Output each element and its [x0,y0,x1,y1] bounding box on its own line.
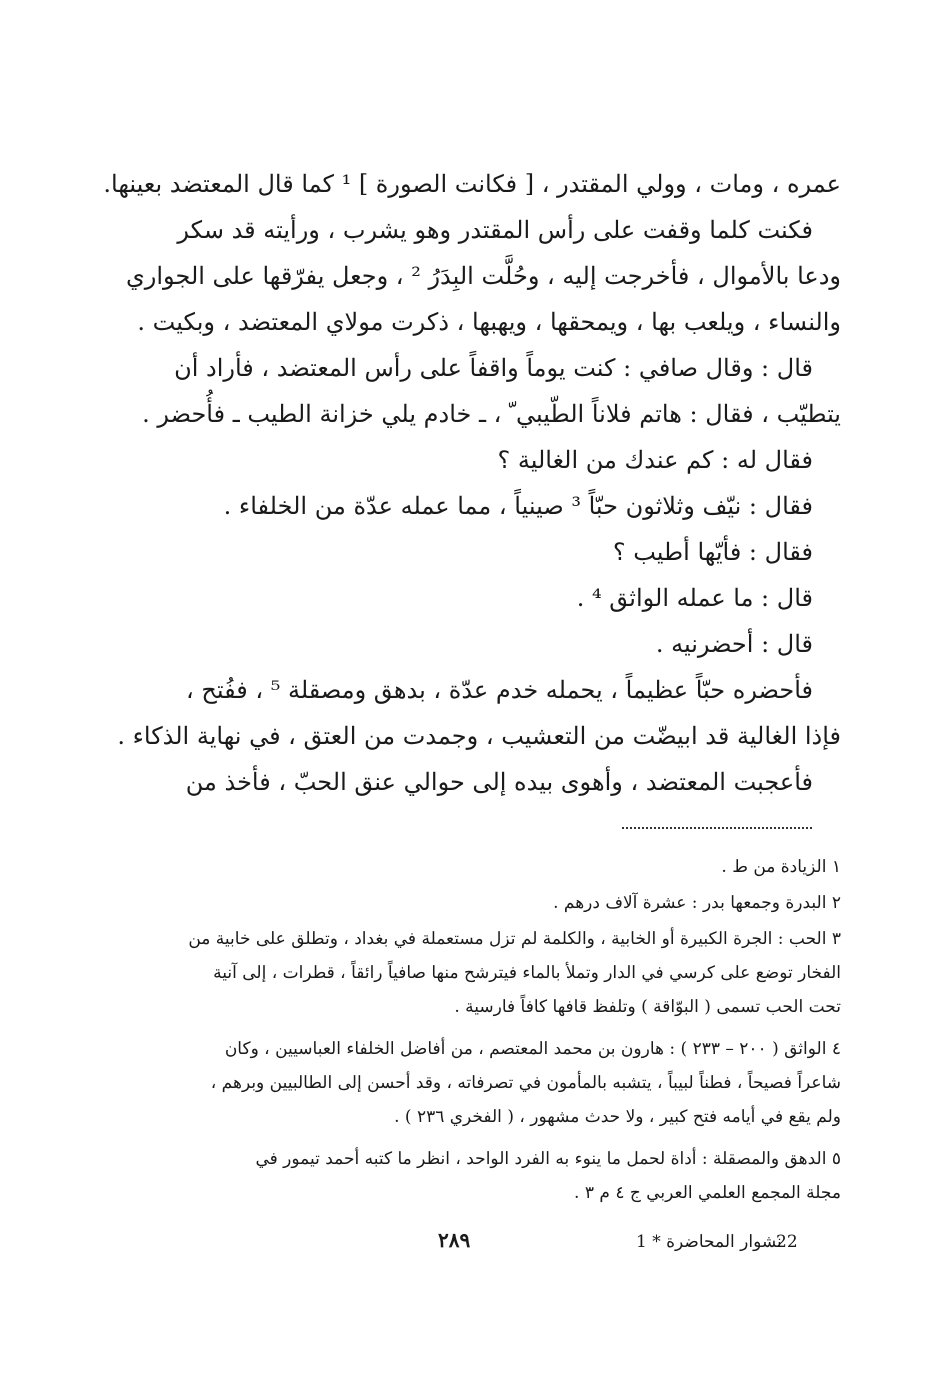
body-line-2: فكنت كلما وقفت على رأس المقتدر وهو يشرب ، ورأيته قد سكر [177,216,813,244]
footnote-5-line-1: ٥ الدهق والمصقلة : أداة لحمل ما ينوء به الفرد الواحد ، انظر ما كتبه أحمد تيمور في [255,1149,841,1169]
footnote-3-line-3: تحت الحب تسمى ( البوّاقة ) وتلفظ قافها كافاً فارسية . [454,997,841,1017]
footnote-2: ٢ البدرة وجمعها بدر : عشرة آلاف درهم . [553,893,841,913]
body-line-6: يتطيّب ، فقال : هاتم فلاناً الطّيبي ّ ، ـ خادم يلي خزانة الطيب ـ فأُحضر . [142,400,841,428]
body-line-13: فإذا الغالية قد ابيضّت من التعشيب ، وجمدت من العتق ، في نهاية الذكاء . [117,722,841,750]
body-line-11: قال : أحضرنيه . [655,630,813,658]
body-line-3: ودعا بالأموال ، فأخرجت إليه ، وحُلَّت البِدَرُ ² ، وجعل يفرّقها على الجواري [126,262,841,290]
footnote-3-line-1: ٣ الحب : الجرة الكبيرة أو الخابية ، والكلمة لم تزل مستعملة في بغداد ، وتطلق على خابية من [188,929,841,949]
footnote-divider [622,827,812,829]
body-line-10: قال : ما عمله الواثق ⁴ . [576,584,813,612]
body-line-1: عمره ، ومات ، وولي المقتدر ، [ فكانت الصورة ] ¹ كما قال المعتضد بعينها. [103,170,841,198]
footnote-4-line-1: ٤ الواثق ( ٢٠٠ – ٢٣٣ ) : هارون بن محمد المعتصم ، من أفاضل الخلفاء العباسيين ، وكان [224,1039,841,1059]
body-line-9: فقال : فأيّها أطيب ؟ [612,538,813,566]
footnote-5-line-2: مجلة المجمع العلمي العربي ج ٤ م ٣ . [574,1183,841,1203]
signature-label: نشوار المحاضرة * 1 [636,1232,782,1252]
footnote-3-line-2: الفخار توضع على كرسي في الدار وتملأ بالماء فيترشح منها صافياً رائقاً ، قطرات ، إلى آنية [213,963,841,983]
body-line-5: قال : وقال صافي : كنت يوماً واقفاً على رأس المعتضد ، فأراد أن [174,354,813,382]
body-line-4: والنساء ، ويلعب بها ، ويمحقها ، ويهبها ، ذكرت مولاي المعتضد ، وبكيت . [137,308,841,336]
body-line-7: فقال له : كم عندك من الغالية ؟ [497,446,813,474]
body-line-8: فقال : نيّف وثلاثون حبّاً ³ صينياً ، مما عمله عدّة من الخلفاء . [223,492,813,520]
page-number: ٢٨٩ [438,1228,471,1252]
signature-number: 22 [776,1232,798,1252]
body-line-12: فأحضره حبّاً عظيماً ، يحمله خدم عدّة ، بدهق ومصقلة ⁵ ، ففُتح ، [185,676,813,704]
footnote-1: ١ الزيادة من ط . [721,857,841,877]
footnote-4-line-2: شاعراً فصيحاً ، فطناً لبيباً ، يتشبه بالمأمون في تصرفاته ، وقد أحسن إلى الطالبيين وبرهم ، [210,1073,841,1093]
footnote-4-line-3: ولم يقع في أيامه فتح كبير ، ولا حدث مشهور ، ( الفخري ٢٣٦ ) . [394,1107,841,1127]
body-line-14: فأعجبت المعتضد ، وأهوى بيده إلى حوالي عنق الحبّ ، فأخذ من [185,768,813,796]
